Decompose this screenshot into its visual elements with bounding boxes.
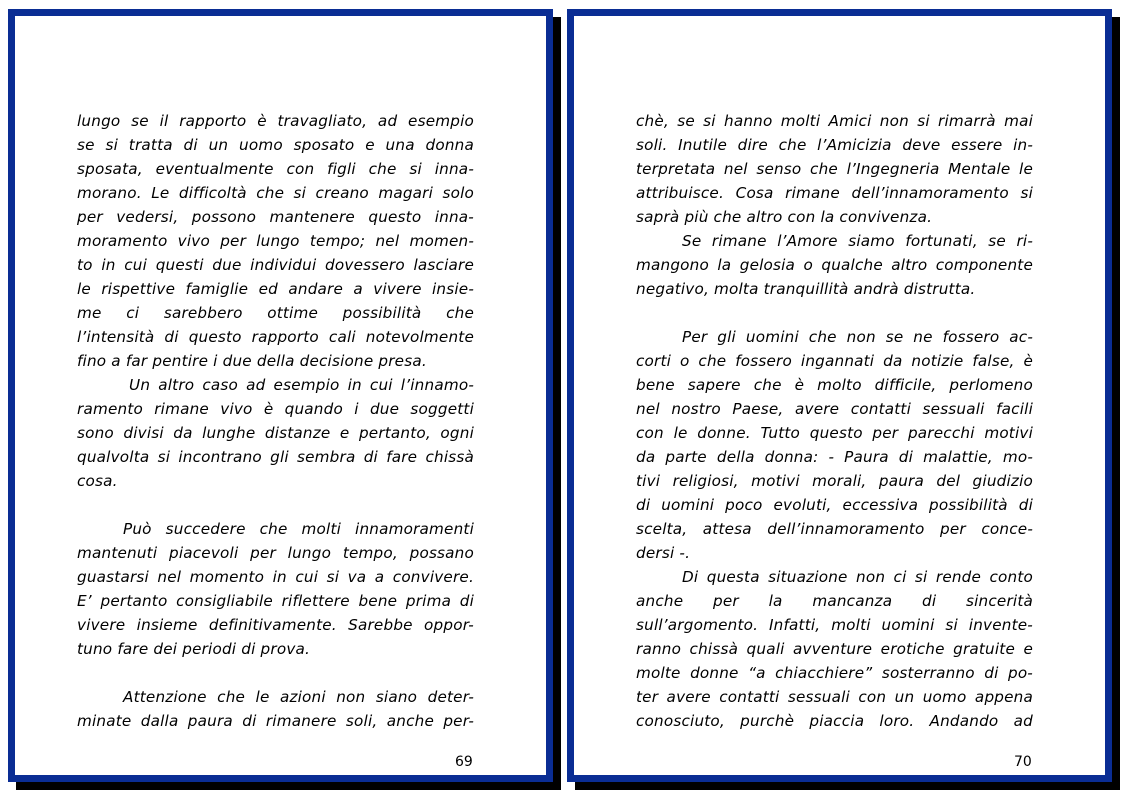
- right-page: [567, 9, 1112, 782]
- text-line: lungo se il rapporto è travagliato, ad esempio: [77, 112, 474, 130]
- blank-line: [77, 661, 474, 685]
- text-line: fino a far pentire i due della decisione presa.: [77, 352, 427, 370]
- text-line: soli. Inutile dire che l’Amicizia deve essere in-: [636, 136, 1033, 154]
- text-line: l’intensità di questo rapporto cali notevolmente: [77, 328, 474, 346]
- text-line: attribuisce. Cosa rimane dell’innamoramento si: [636, 184, 1033, 202]
- text-line: negativo, molta tranquillità andrà distrutta.: [636, 280, 976, 298]
- left-page-text: [77, 109, 474, 733]
- text-line: per vedersi, possono mantenere questo inna-: [77, 208, 474, 226]
- text-line: [636, 325, 1033, 349]
- text-line: moramento vivo per lungo tempo; nel momen-: [77, 232, 474, 250]
- text-line: morano. Le difficoltà che si creano magari solo: [77, 184, 474, 202]
- text-line: tuno fare dei periodi di prova.: [77, 640, 311, 658]
- text-line: cosa.: [77, 472, 118, 490]
- text-line: terpretata nel senso che l’Ingegneria Mentale le: [636, 160, 1033, 178]
- text-line: guastarsi nel momento in cui si va a convivere.: [77, 568, 474, 586]
- text-line: chè, se si hanno molti Amici non si rimarrà mai: [636, 112, 1033, 130]
- text-line: [636, 565, 1033, 589]
- text-line: qualvolta si incontrano gli sembra di fare chissà: [77, 448, 474, 466]
- text-line: conosciuto, purchè piaccia loro. Andando ad: [636, 712, 1033, 730]
- left-page: [8, 9, 553, 782]
- text-line: le rispettive famiglie ed andare a vivere insie-: [77, 280, 474, 298]
- text-line: vivere insieme definitivamente. Sarebbe oppor-: [77, 616, 474, 634]
- text-line: scelta, attesa dell’innamoramento per conce-: [636, 520, 1033, 538]
- text-line: mangono la gelosia o qualche altro componente: [636, 256, 1033, 274]
- text-line: tivi religiosi, motivi morali, paura del giudizio: [636, 472, 1033, 490]
- text-line: se si tratta di un uomo sposato e una donna: [77, 136, 474, 154]
- text-line: to in cui questi due individui dovessero lasciare: [77, 256, 474, 274]
- text-line-content: Attenzione che le azioni non siano deter-: [123, 688, 474, 706]
- text-line: bene sapere che è molto difficile, perlomeno: [636, 376, 1033, 394]
- text-line: E’ pertanto consigliabile riflettere bene prima di: [77, 592, 474, 610]
- text-line: ramento rimane vivo è quando i due soggetti: [77, 400, 474, 418]
- text-line: [77, 517, 474, 541]
- text-line: sono divisi da lunghe distanze e pertanto, ogni: [77, 424, 474, 442]
- text-line: minate dalla paura di rimanere soli, anche per-: [77, 712, 474, 730]
- text-line: mantenuti piacevoli per lungo tempo, possano: [77, 544, 474, 562]
- page-number: 69: [455, 754, 473, 770]
- text-line-content: Un altro caso ad esempio in cui l’innamo-: [129, 376, 474, 394]
- text-line: anche per la mancanza di sincerità: [636, 592, 1033, 610]
- text-line: da parte della donna: - Paura di malattie, mo-: [636, 448, 1033, 466]
- blank-line: [77, 493, 474, 517]
- text-line: molte donne “a chiacchiere” sosterranno di po-: [636, 664, 1033, 682]
- text-line: sposata, eventualmente con figli che si inna-: [77, 160, 474, 178]
- text-line: me ci sarebbero ottime possibilità che: [77, 304, 474, 322]
- text-line: con le donne. Tutto questo per parecchi motivi: [636, 424, 1033, 442]
- text-line: [636, 229, 1033, 253]
- text-line: [77, 685, 474, 709]
- text-line: nel nostro Paese, avere contatti sessuali facili: [636, 400, 1033, 418]
- text-line: corti o che fossero ingannati da notizie false, è: [636, 352, 1033, 370]
- text-line: dersi -.: [636, 544, 691, 562]
- right-page-text: [636, 109, 1033, 733]
- text-line: ranno chissà quali avventure erotiche gratuite e: [636, 640, 1033, 658]
- text-line-content: Se rimane l’Amore siamo fortunati, se ri-: [682, 232, 1033, 250]
- text-line: di uomini poco evoluti, eccessiva possibilità di: [636, 496, 1033, 514]
- text-line-content: Di questa situazione non ci si rende conto: [682, 568, 1033, 586]
- text-line: saprà più che altro con la convivenza.: [636, 208, 933, 226]
- text-line: sull’argomento. Infatti, molti uomini si invente-: [636, 616, 1033, 634]
- text-line: [77, 373, 474, 397]
- page-number: 70: [1014, 754, 1032, 770]
- text-line-content: Per gli uomini che non se ne fossero ac-: [682, 328, 1033, 346]
- text-line: ter avere contatti sessuali con un uomo appena: [636, 688, 1033, 706]
- text-line-content: Può succedere che molti innamoramenti: [123, 520, 474, 538]
- blank-line: [636, 301, 1033, 325]
